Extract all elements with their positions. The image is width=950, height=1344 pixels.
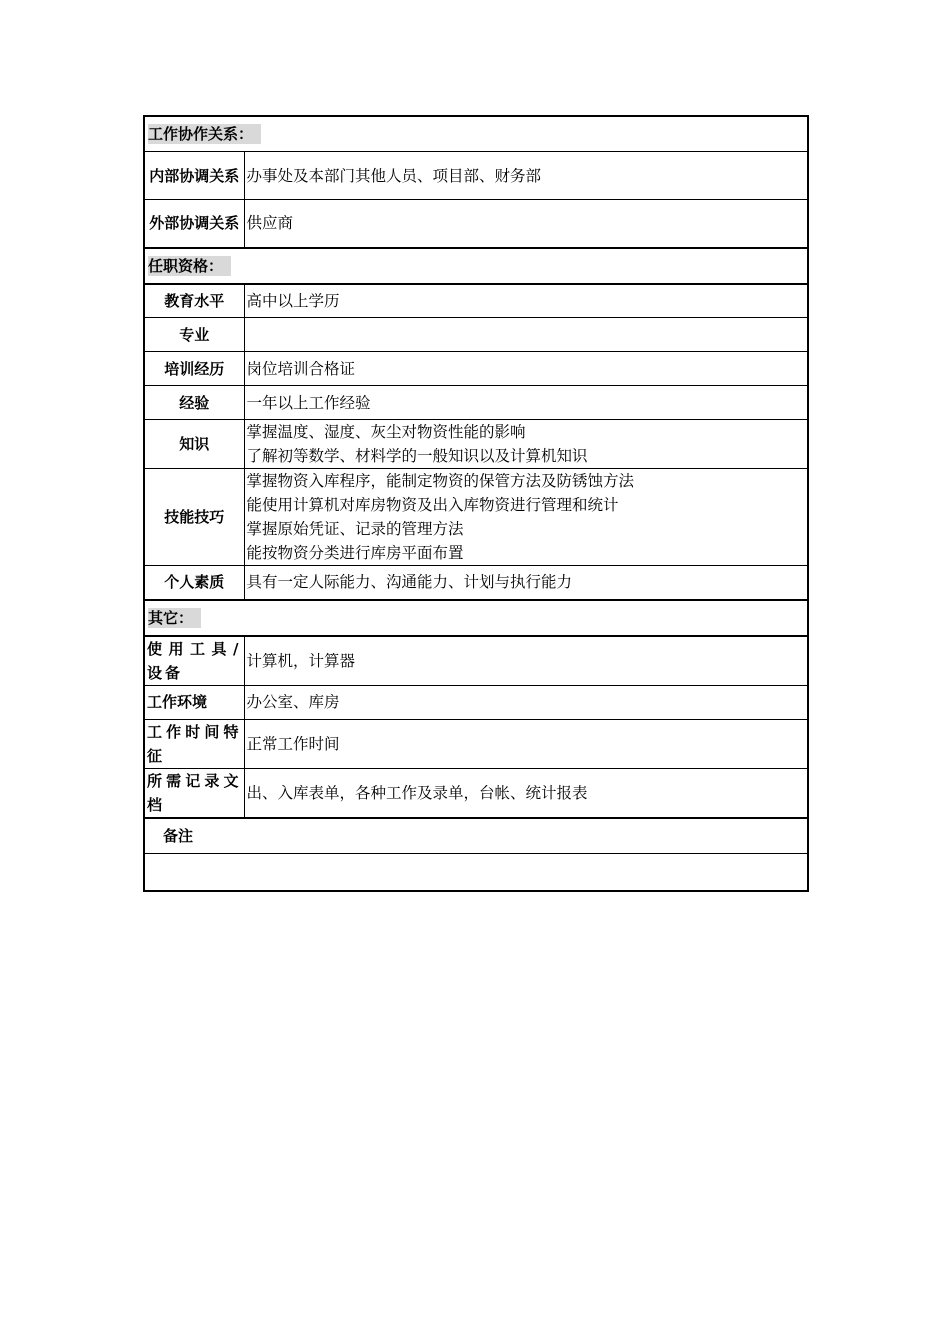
row-label-external: 外部协调关系 <box>144 200 244 248</box>
row-label-training: 培训经历 <box>144 352 244 386</box>
row-label-knowledge: 知识 <box>144 420 244 469</box>
row-label-experience: 经验 <box>144 386 244 420</box>
row-label-internal: 内部协调关系 <box>144 152 244 200</box>
row-value-education: 高中以上学历 <box>244 284 808 318</box>
table-row <box>144 386 808 420</box>
row-value-environment: 办公室、库房 <box>244 685 808 719</box>
knowledge-line: 了解初等数学、材料学的一般知识以及计算机知识 <box>246 447 588 465</box>
knowledge-line: 掌握温度、湿度、灰尘对物资性能的影响 <box>246 423 526 441</box>
table-row <box>144 719 808 768</box>
section-remarks-header <box>144 818 808 854</box>
section-qualification-header <box>144 248 808 284</box>
job-description-sheet <box>143 115 807 892</box>
skills-line: 掌握原始凭证、记录的管理方法 <box>246 520 464 538</box>
table-row <box>144 152 808 200</box>
section-title-other: 其它： <box>148 608 201 628</box>
job-description-table <box>143 115 809 892</box>
table-row <box>144 768 808 818</box>
row-value-tools: 计算机，计算器 <box>244 636 808 686</box>
row-label-personal: 个人素质 <box>144 566 244 600</box>
skills-line: 掌握物资入库程序，能制定物资的保管方法及防锈蚀方法 <box>246 472 635 490</box>
table-row <box>144 200 808 248</box>
table-row <box>144 566 808 600</box>
row-label-environment: 工作环境 <box>144 685 244 719</box>
table-row <box>144 636 808 686</box>
table-row <box>144 284 808 318</box>
section-title-qualification: 任职资格： <box>148 256 231 276</box>
section-other-header <box>144 600 808 636</box>
row-value-external: 供应商 <box>244 200 808 248</box>
row-value-training: 岗位培训合格证 <box>244 352 808 386</box>
section-title-cooperation: 工作协作关系： <box>148 124 261 144</box>
row-value-internal: 办事处及本部门其他人员、项目部、财务部 <box>244 152 808 200</box>
remarks-body-row <box>144 853 808 891</box>
row-label-tools: 使用工具/设备 <box>144 636 244 686</box>
row-label-worktime: 工作时间特征 <box>144 719 244 768</box>
row-value-documents: 出、入库表单，各种工作及录单，台帐、统计报表 <box>244 768 808 818</box>
section-cooperation-header <box>144 116 808 152</box>
row-value-knowledge <box>244 420 808 469</box>
row-label-skills: 技能技巧 <box>144 469 244 566</box>
remarks-value <box>144 853 808 891</box>
row-label-education: 教育水平 <box>144 284 244 318</box>
skills-line: 能使用计算机对库房物资及出入库物资进行管理和统计 <box>246 496 619 514</box>
row-label-major: 专业 <box>144 318 244 352</box>
row-value-skills <box>244 469 808 566</box>
row-label-documents: 所需记录文档 <box>144 768 244 818</box>
table-row <box>144 685 808 719</box>
table-row <box>144 352 808 386</box>
section-title-remarks: 备注 <box>163 826 194 845</box>
skills-line: 能按物资分类进行库房平面布置 <box>246 544 464 562</box>
row-value-worktime: 正常工作时间 <box>244 719 808 768</box>
table-row <box>144 420 808 469</box>
row-value-major <box>244 318 808 352</box>
row-value-personal: 具有一定人际能力、沟通能力、计划与执行能力 <box>244 566 808 600</box>
table-row <box>144 318 808 352</box>
row-value-experience: 一年以上工作经验 <box>244 386 808 420</box>
table-row <box>144 469 808 566</box>
